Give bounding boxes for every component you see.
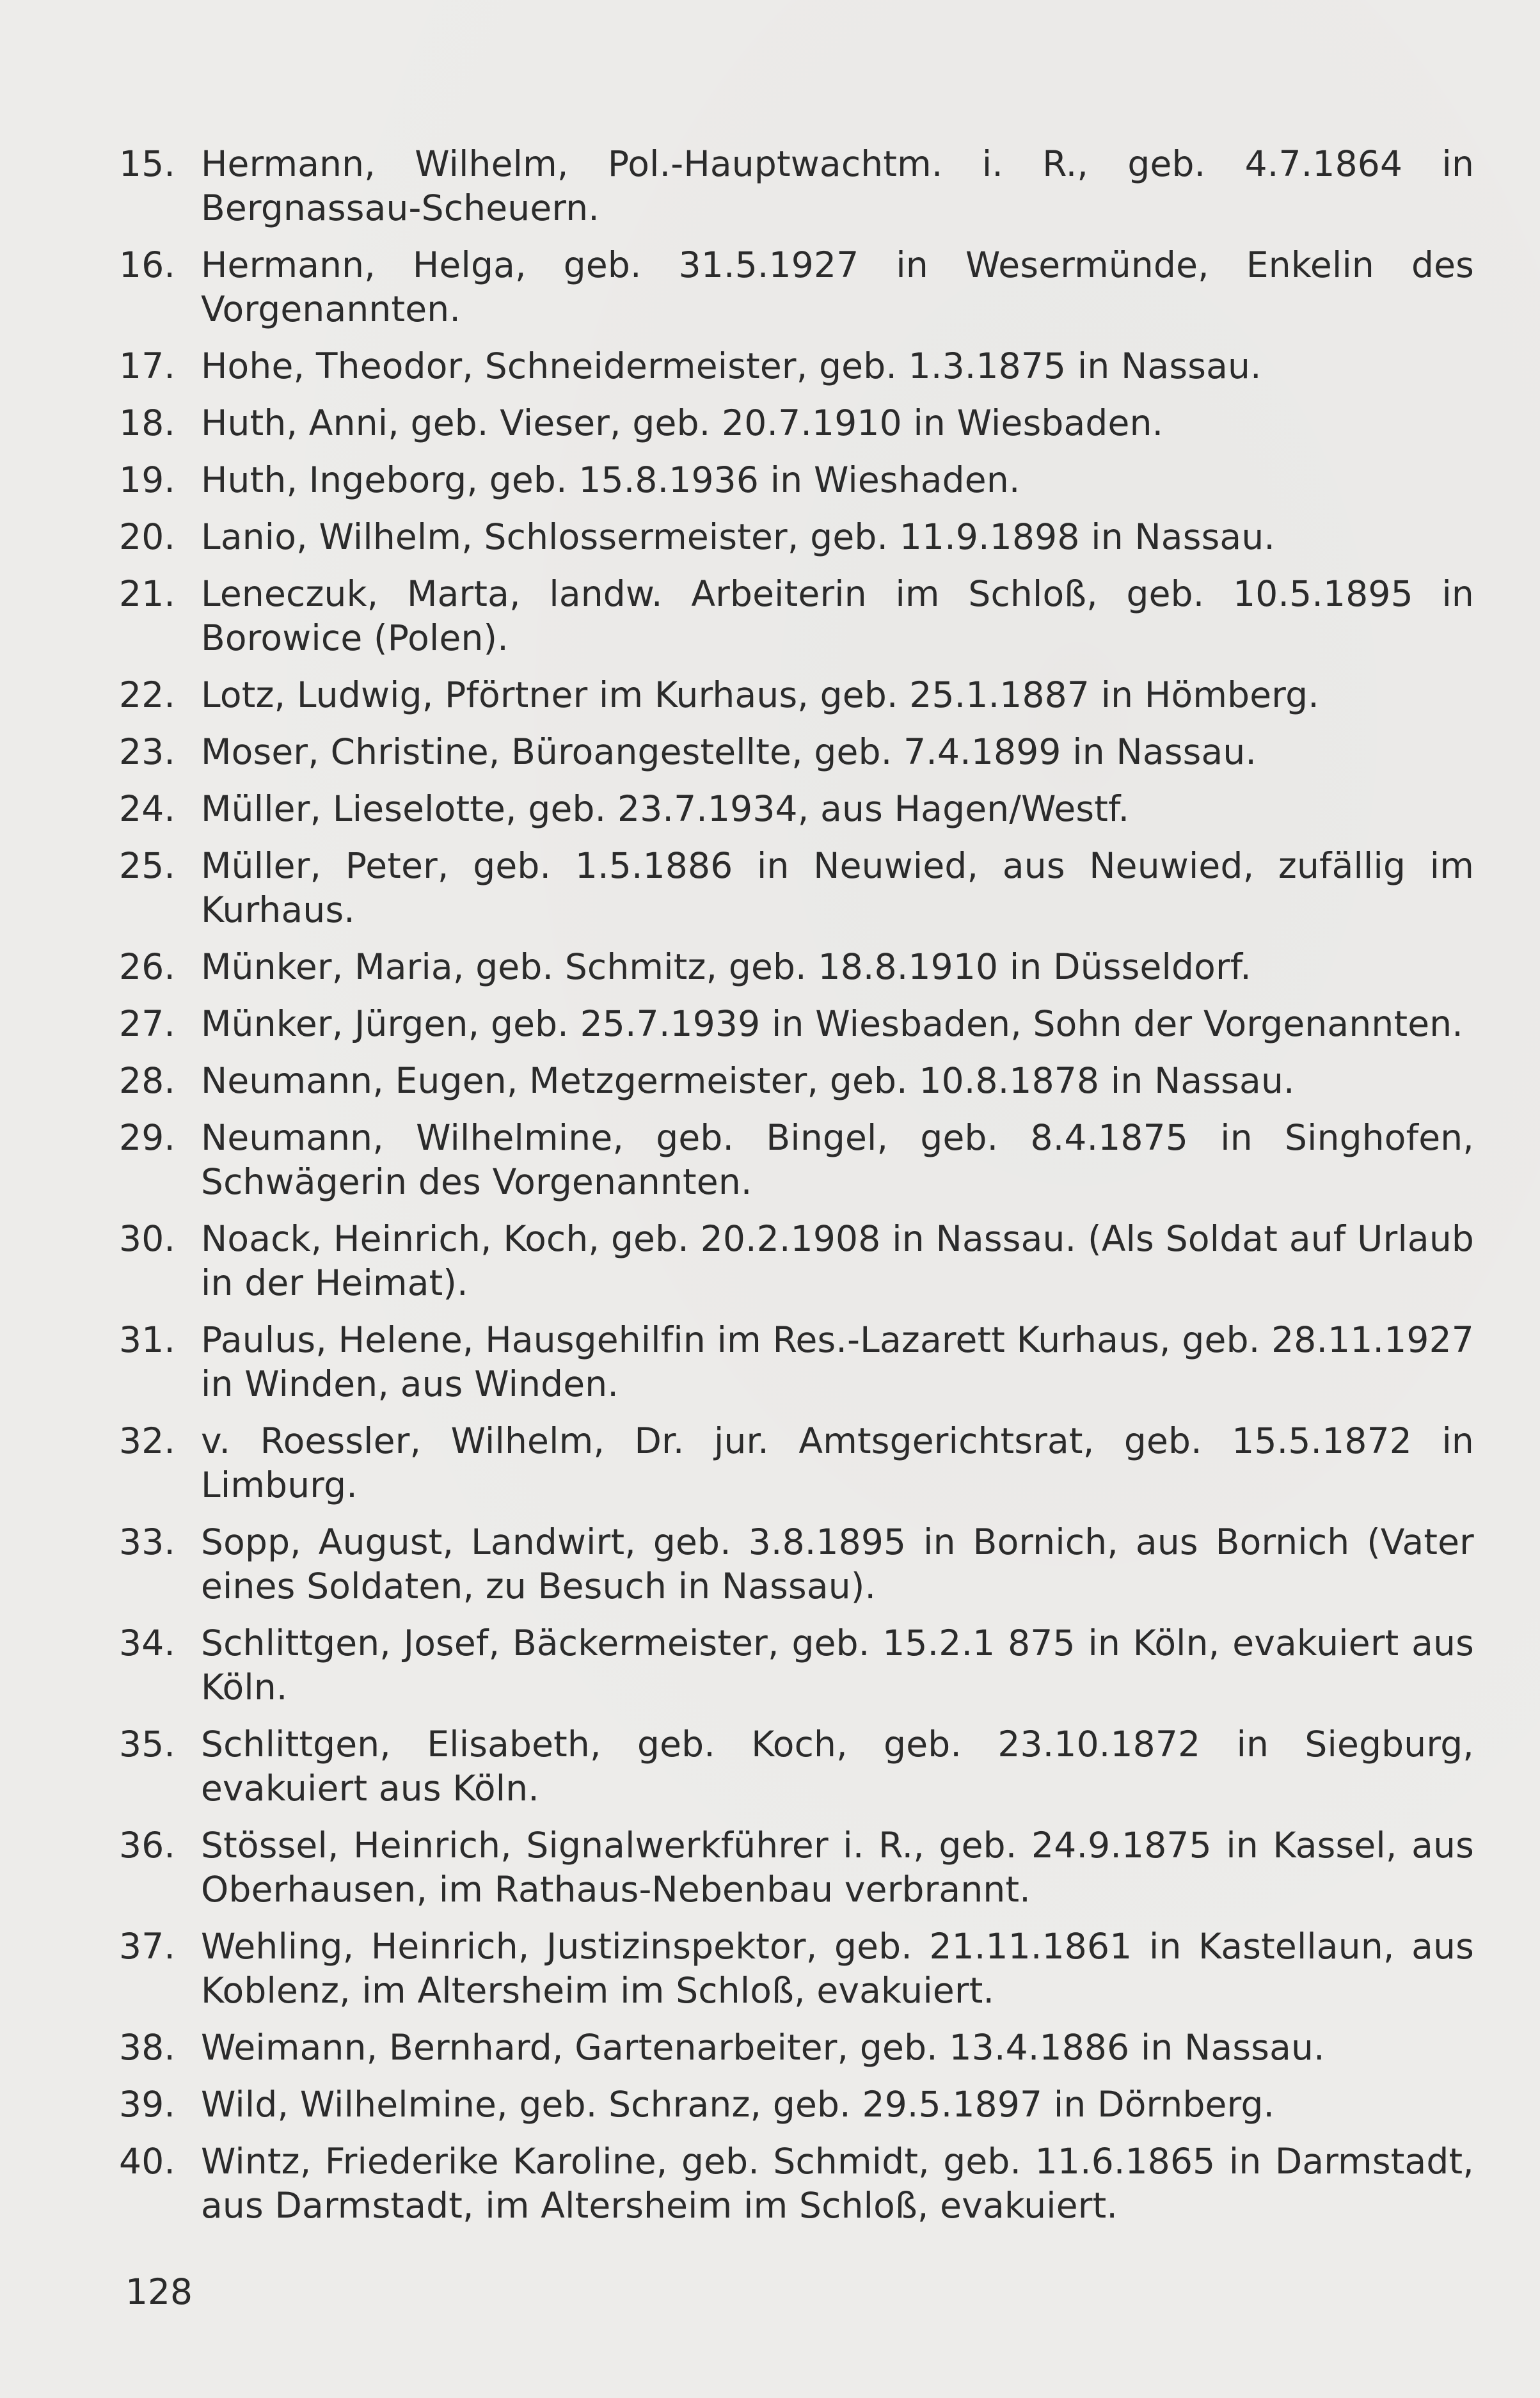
entry-text: Moser, Christine, Büroangestellte, geb. 7.4.1899 in Nassau. (201, 731, 1257, 772)
list-item (115, 401, 1474, 445)
entry-number: 23. (119, 731, 176, 772)
list-item (115, 1116, 1474, 1204)
list-item (115, 458, 1474, 502)
list-item (115, 515, 1474, 559)
entry-text: Hermann, Wilhelm, Pol.-Hauptwachtm. i. R., geb. 4.7.1864 in Bergnassau-Scheuern. (201, 143, 1474, 228)
entry-number: 21. (119, 573, 176, 614)
list-item (115, 142, 1474, 230)
entry-number: 26. (119, 946, 176, 987)
entry-number: 36. (119, 1825, 176, 1866)
entry-number: 18. (119, 402, 176, 443)
list-item (115, 2140, 1474, 2228)
entry-text: Neumann, Wilhelmine, geb. Bingel, geb. 8.4.1875 in Singhofen, Schwägerin des Vorgenannten. (201, 1117, 1474, 1202)
entry-number: 28. (119, 1060, 176, 1101)
list-item (115, 1722, 1474, 1811)
entry-text: Schlittgen, Josef, Bäckermeister, geb. 15.2.1 875 in Köln, evakuiert aus Köln. (201, 1623, 1474, 1708)
list-item (115, 1419, 1474, 1507)
entry-text: Weimann, Bernhard, Gartenarbeiter, geb. 13.4.1886 in Nassau. (201, 2027, 1325, 2068)
entry-number: 22. (119, 674, 176, 715)
entry-number: 15. (119, 143, 176, 184)
list-item (115, 2026, 1474, 2070)
entry-text: Paulus, Helene, Hausgehilfin im Res.-Lazarett Kurhaus, geb. 28.11.1927 in Winden, aus Winden. (201, 1319, 1474, 1404)
list-item (115, 1002, 1474, 1046)
entry-text: Stössel, Heinrich, Signalwerkführer i. R., geb. 24.9.1875 in Kassel, aus Oberhausen, im Rathaus-Nebenbau verbrannt. (201, 1825, 1474, 1910)
list-item (115, 945, 1474, 989)
list-item (115, 1059, 1474, 1103)
entry-text: Münker, Maria, geb. Schmitz, geb. 18.8.1910 in Düsseldorf. (201, 946, 1251, 987)
list-item (115, 1621, 1474, 1710)
entry-number: 16. (119, 244, 176, 285)
entry-number: 39. (119, 2084, 176, 2125)
list-item (115, 1217, 1474, 1305)
entry-text: Wild, Wilhelmine, geb. Schranz, geb. 29.5.1897 in Dörnberg. (201, 2084, 1275, 2125)
entry-text: Noack, Heinrich, Koch, geb. 20.2.1908 in Nassau. (Als Soldat auf Urlaub in der Heimat). (201, 1218, 1474, 1303)
list-item (115, 1823, 1474, 1912)
entry-number: 29. (119, 1117, 176, 1158)
entry-text: Huth, Ingeborg, geb. 15.8.1936 in Wieshaden. (201, 459, 1020, 500)
entry-text: Neumann, Eugen, Metzgermeister, geb. 10.8.1878 in Nassau. (201, 1060, 1295, 1101)
list-item (115, 673, 1474, 717)
entry-text: Müller, Lieselotte, geb. 23.7.1934, aus Hagen/Westf. (201, 788, 1130, 829)
entry-number: 25. (119, 845, 176, 886)
entry-number: 40. (119, 2141, 176, 2182)
entry-number: 20. (119, 516, 176, 557)
entry-number: 17. (119, 345, 176, 386)
victim-list (115, 142, 1474, 2241)
list-item (115, 1520, 1474, 1608)
entry-text: Schlittgen, Elisabeth, geb. Koch, geb. 23.10.1872 in Siegburg, evakuiert aus Köln. (201, 1724, 1474, 1809)
entry-text: Sopp, August, Landwirt, geb. 3.8.1895 in Bornich, aus Bornich (Vater eines Soldaten, zu Besuch in Nassau). (201, 1521, 1474, 1607)
entry-number: 24. (119, 788, 176, 829)
entry-text: Huth, Anni, geb. Vieser, geb. 20.7.1910 in Wiesbaden. (201, 402, 1164, 443)
entry-number: 31. (119, 1319, 176, 1360)
entry-text: Hohe, Theodor, Schneidermeister, geb. 1.3.1875 in Nassau. (201, 345, 1262, 386)
entry-text: Wintz, Friederike Karoline, geb. Schmidt, geb. 11.6.1865 in Darmstadt, aus Darmstadt, im Altersheim im Schloß, evakuiert. (201, 2141, 1474, 2226)
list-item (115, 730, 1474, 774)
entry-text: Lotz, Ludwig, Pförtner im Kurhaus, geb. 25.1.1887 in Hömberg. (201, 674, 1319, 715)
entry-number: 27. (119, 1003, 176, 1044)
entry-number: 32. (119, 1420, 176, 1461)
entry-number: 38. (119, 2027, 176, 2068)
list-item (115, 1925, 1474, 2013)
page-number: 128 (125, 2271, 193, 2312)
entry-number: 19. (119, 459, 176, 500)
entry-text: Wehling, Heinrich, Justizinspektor, geb. 21.11.1861 in Kastellaun, aus Koblenz, im Altersheim im Schloß, evakuiert. (201, 1926, 1474, 2011)
entry-number: 35. (119, 1724, 176, 1765)
list-item (115, 243, 1474, 331)
entry-text: v. Roessler, Wilhelm, Dr. jur. Amtsgerichtsrat, geb. 15.5.1872 in Limburg. (201, 1420, 1474, 1505)
entry-text: Lanio, Wilhelm, Schlossermeister, geb. 11.9.1898 in Nassau. (201, 516, 1276, 557)
entry-text: Leneczuk, Marta, landw. Arbeiterin im Schloß, geb. 10.5.1895 in Borowice (Polen). (201, 573, 1474, 658)
entry-number: 33. (119, 1521, 176, 1562)
list-item (115, 572, 1474, 660)
list-item (115, 844, 1474, 932)
entry-number: 34. (119, 1623, 176, 1664)
list-item (115, 2083, 1474, 2127)
list-item (115, 1318, 1474, 1406)
entry-text: Müller, Peter, geb. 1.5.1886 in Neuwied, aus Neuwied, zufällig im Kurhaus. (201, 845, 1474, 930)
list-item (115, 344, 1474, 388)
entry-number: 37. (119, 1926, 176, 1967)
entry-text: Hermann, Helga, geb. 31.5.1927 in Wesermünde, Enkelin des Vorgenannten. (201, 244, 1474, 330)
entry-text: Münker, Jürgen, geb. 25.7.1939 in Wiesbaden, Sohn der Vorgenannten. (201, 1003, 1463, 1044)
entry-number: 30. (119, 1218, 176, 1259)
list-item (115, 787, 1474, 831)
